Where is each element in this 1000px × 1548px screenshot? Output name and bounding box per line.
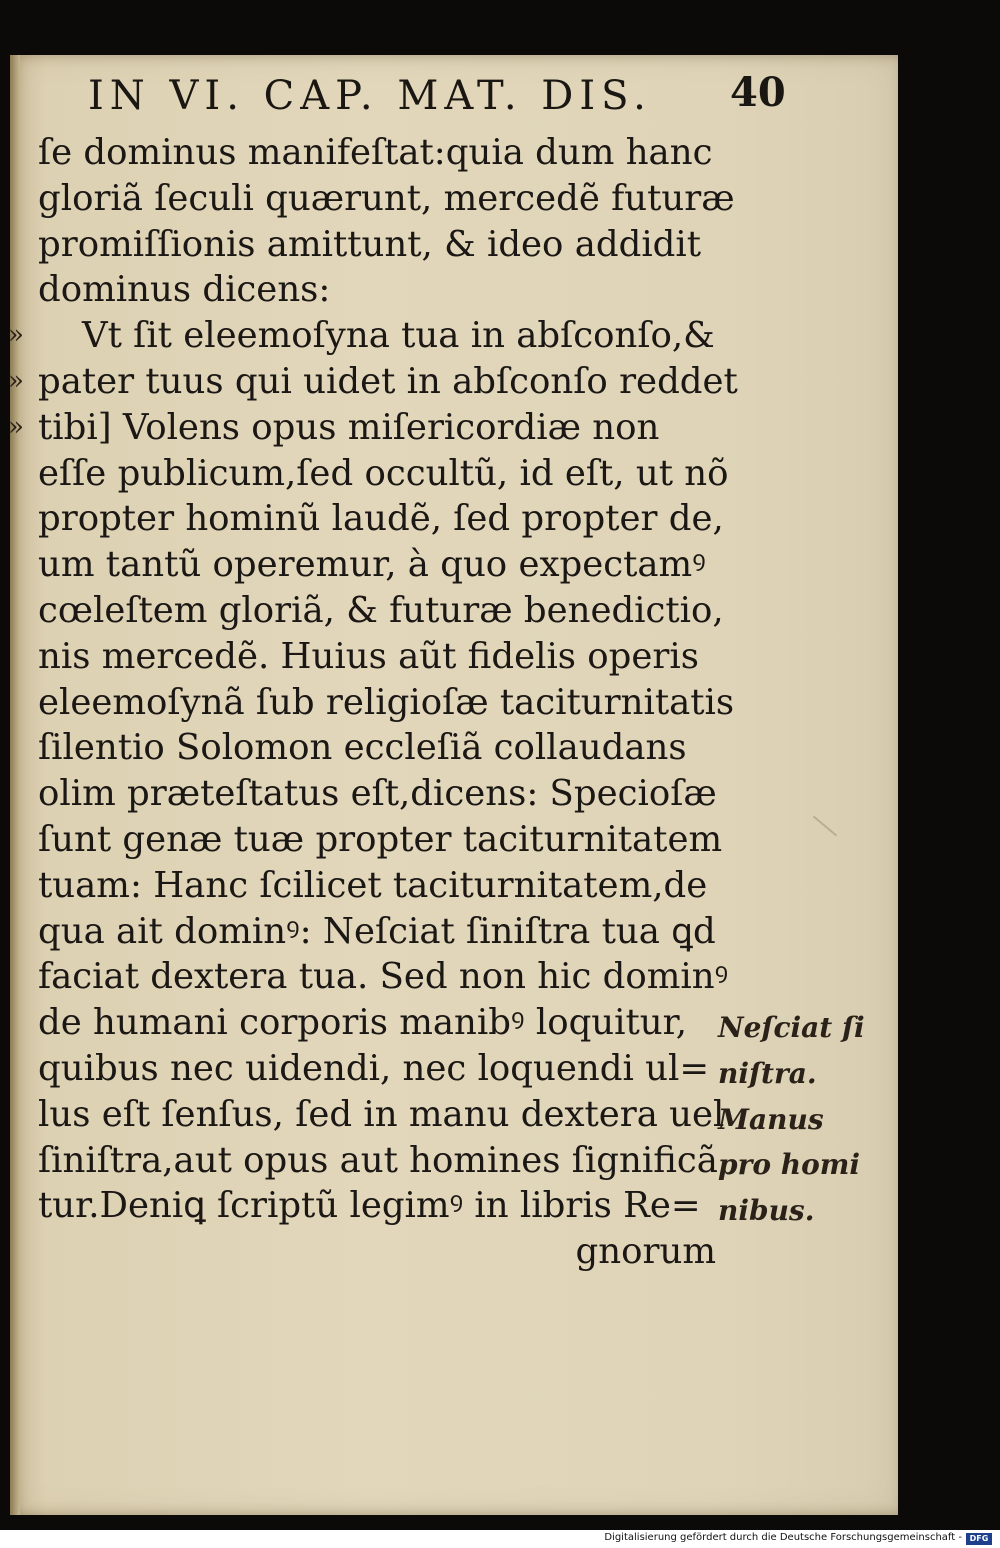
text-line [38, 771, 728, 817]
text-line-content: eleemoſynã ſub religioſæ taciturnitatis [38, 681, 735, 723]
marginal-note-line: Neſciat ſi [718, 1011, 865, 1044]
text-line-content: Vt ſit eleemoſyna tua in abſconſo,& [82, 315, 715, 357]
text-line [38, 1183, 728, 1229]
main-text-block [8, 130, 738, 1275]
text-line-content: um tantũ operemur, à quo expectamꝰ [38, 544, 706, 586]
text-line-content: promiſſionis amittunt, & ideo addidit [38, 223, 702, 265]
top-margin-scrap [28, 12, 198, 30]
book-page [10, 55, 898, 1515]
text-line [38, 634, 728, 680]
text-line [38, 1092, 728, 1138]
text-line [38, 954, 728, 1000]
marginal-note-line: Manus [718, 1102, 824, 1136]
text-line-content: olim præteſtatus eſt,dicens: Specioſæ [38, 773, 717, 815]
text-line [38, 817, 728, 863]
text-line [38, 1138, 728, 1184]
text-line [8, 313, 728, 359]
spine-edge [10, 55, 20, 1515]
text-line [38, 1046, 728, 1092]
text-line [38, 909, 728, 955]
marginal-note [718, 1005, 868, 1234]
text-line-content: gnorum [575, 1231, 716, 1273]
running-head: IN VI. CAP. MAT. DIS. [88, 73, 652, 119]
text-line-content: pater tuus qui uidet in abſconſo reddet [38, 360, 738, 402]
text-line [38, 725, 728, 771]
text-line [38, 451, 728, 497]
text-line-content: ſilentio Solomon eccleſiã collaudans [38, 727, 687, 769]
text-line [38, 1000, 728, 1046]
text-line-content: faciat dextera tua. Sed non hic dominꝰ [38, 956, 729, 998]
text-line [38, 176, 735, 222]
folio-number: 40 [730, 69, 786, 116]
text-line [8, 405, 728, 451]
text-line [38, 588, 728, 634]
quotation-mark: » [8, 365, 24, 396]
text-line-content: nis mercedẽ. Huius aũt fidelis operis [38, 635, 699, 677]
footer-credit: Digitalisierung gefördert durch die Deutsche Forschungsgemeinschaft - [604, 1532, 962, 1543]
text-line-content: dominus dicens: [38, 269, 331, 311]
text-line [38, 1229, 728, 1275]
marginal-note-line: pro homi [718, 1148, 861, 1182]
text-line-content: tuam: Hanc ſcilicet taciturnitatem,de [38, 864, 708, 906]
dfg-logo: DFG [966, 1533, 992, 1545]
text-line-content: ſe dominus manifeſtat:quia dum hanc [38, 132, 713, 173]
paper-scratch-mark [813, 816, 837, 837]
text-line [38, 267, 728, 313]
text-line-content: tur.Deniꝗ ſcriptũ legimꝰ in libris Re= [38, 1185, 701, 1227]
text-line-content: de humani corporis manibꝰ loquitur, [38, 1002, 687, 1044]
text-line-content: tibi] Volens opus miſericordiæ non [38, 406, 660, 448]
quotation-mark: » [8, 320, 24, 351]
text-line [38, 496, 728, 542]
text-line-content: eſſe publicum,ſed occultũ, id eſt, ut nõ [38, 452, 729, 494]
text-line-content: qua ait dominꝰ: Neſciat ſiniſtra tua ꝗd [38, 910, 716, 952]
text-line [38, 863, 728, 909]
marginal-note-line: niſtra. [718, 1056, 817, 1090]
text-line-content: gloriã ſeculi quærunt, mercedẽ futuræ [38, 177, 735, 219]
marginal-note-line: nibus. [718, 1194, 815, 1228]
text-line-content: cœleſtem gloriã, & futuræ benedictio, [38, 589, 724, 631]
text-line-content: ſunt genæ tuæ propter taciturnitatem [38, 818, 723, 860]
text-line-content: quibus nec uidendi, nec loquendi ul= [38, 1047, 710, 1089]
text-line [38, 222, 728, 268]
text-line [8, 359, 738, 405]
text-line [38, 130, 728, 176]
text-line-content: lus eſt ſenſus, ſed in manu dextera uel [38, 1093, 725, 1135]
text-line-content: propter hominũ laudẽ, ſed propter de, [38, 498, 724, 540]
text-line [38, 680, 735, 726]
footer-bar [0, 1530, 1000, 1548]
text-line-content: ſiniſtra,aut opus aut homines ſignificã [38, 1139, 718, 1181]
quotation-mark: » [8, 411, 24, 442]
text-line [38, 542, 728, 588]
